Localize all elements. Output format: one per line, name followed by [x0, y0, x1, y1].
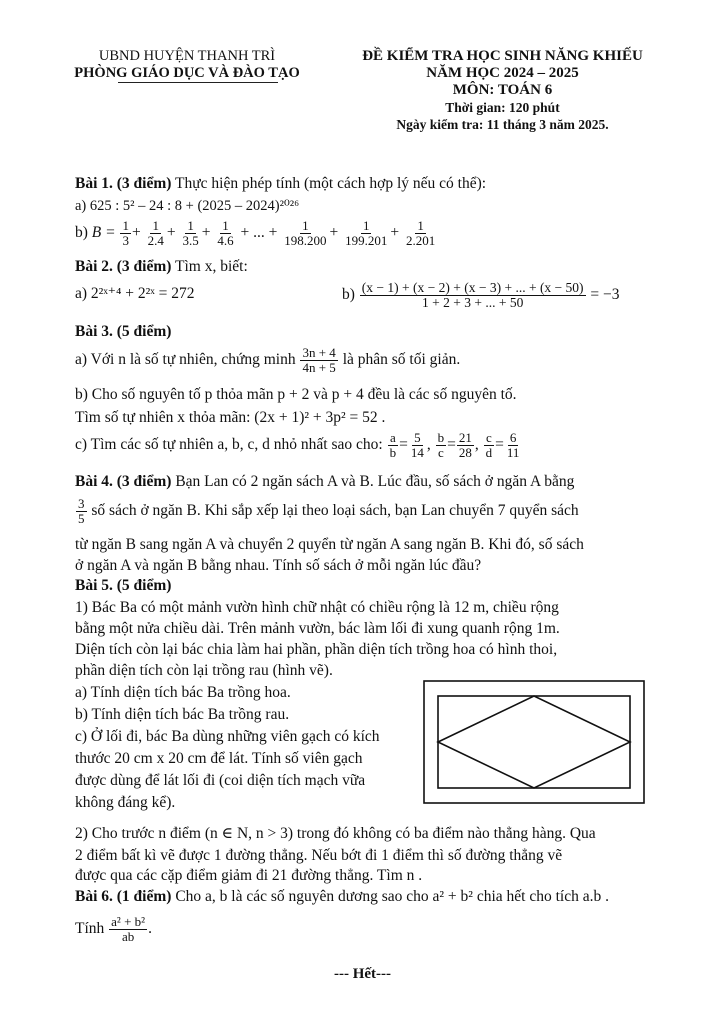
bai4-line3: từ ngăn B sang ngăn A và chuyển 2 quyển từ ngăn A sang ngăn B. Khi đó, số sách [75, 536, 584, 553]
bai3-c-frac-4: $\frac{21}{28}$ [458, 429, 472, 460]
header-left [62, 48, 312, 82]
garden-outer-rect [424, 681, 644, 803]
bai1-dots: + ... + [240, 224, 278, 241]
bai3-c-text: c) Tìm các số tự nhiên a, b, c, d nhỏ nhất sao cho: [75, 436, 383, 453]
bai4-text2: số sách ở ngăn B. Khi sắp xếp lại theo loại sách, bạn Lan chuyển 7 quyển sách [91, 502, 579, 519]
bai6-tinh: Tính [75, 920, 105, 937]
bai5-b: b) Tính diện tích bác Ba trồng rau. [75, 706, 290, 723]
bai1-b-label: b) [75, 224, 88, 241]
bai1-text: Thực hiện phép tính (một cách hợp lý nếu có thể): [171, 175, 487, 192]
bai1-frac-6: $\frac{1}{199.201}$ [345, 217, 388, 248]
bai1-frac-1: $\frac{1}{3}$ [122, 217, 129, 248]
bai1-a [75, 196, 299, 216]
bai5-c1: c) Ở lối đi, bác Ba dùng những viên gạch có kích [75, 728, 380, 745]
bai3-c-frac-2: $\frac{5}{14}$ [410, 429, 424, 460]
bai5-p1-line4: phần diện tích còn lại trồng rau (hình vẽ). [75, 662, 333, 679]
bai2-b-label: b) [342, 286, 355, 303]
bai2-a-expr: 2²ˣ⁺⁴ + 2²ˣ = 272 [90, 285, 195, 302]
garden-inner-rect [438, 696, 630, 788]
bai5-p2-line1: 2) Cho trước n điểm (n ∈ N, n > 3) trong đó không có ba điểm nào thẳng hàng. Qua [75, 825, 596, 842]
bai4-text1: Bạn Lan có 2 ngăn sách A và B. Lúc đầu, số sách ở ngăn A bằng [171, 473, 575, 490]
bai2-b-frac: $\frac{(x - 1) + (x - 2) + (x - 3) + ... + (x - 50)}{1 + 2 + 3 + ... + 50}$ [361, 279, 584, 310]
bai6-text1: Cho a, b là các số nguyên dương sao cho a² + b² chia hết cho tích a.b . [171, 888, 609, 905]
bai3-a-frac: $\frac{3n + 4}{4n + 5}$ [302, 344, 336, 375]
bai2-a-label: a) [75, 285, 88, 302]
bai2-b [342, 280, 620, 310]
bai3-b1: b) Cho số nguyên tố p thỏa mãn p + 2 và p + 4 đều là các số nguyên tố. [75, 386, 517, 403]
bai6-frac: $\frac{\text{a² + b²}}{ab}$ [111, 913, 146, 944]
bai3-c-frac-5: $\frac{c}{d}$ [485, 429, 493, 460]
bai5-c2: thước 20 cm x 20 cm để lát. Tính số viên gạch [75, 750, 363, 767]
school-year: NĂM HỌC 2024 – 2025 [426, 65, 579, 81]
bai6-line2 [75, 912, 152, 946]
exam-date: Ngày kiểm tra: 11 tháng 3 năm 2025. [396, 117, 609, 132]
bai1-frac-7: $\frac{1}{2.201}$ [405, 217, 436, 248]
bai4-title: Bài 4. (3 điểm) [75, 473, 172, 490]
garden-diagram [423, 680, 645, 804]
bai1-frac-2: $\frac{1}{2.4}$ [147, 217, 164, 248]
bai1-a-expr: 625 : 5² – 24 : 8 + (2025 – 2024)²⁰²⁶ [89, 198, 300, 214]
bai1-frac-4: $\frac{1}{4.6}$ [217, 217, 234, 248]
bai3-c: c) Tìm các số tự nhiên a, b, c, d nhỏ nhất sao cho: $\frac{a}{b}$ = $\frac{5}{14}$ , $\frac{b}{c}$ = $\frac{21}{28}$ , $\frac{c}{d}$ = $\frac{6}{11}$ [75, 429, 520, 460]
bai3-a-tail: là phân số tối giản. [342, 351, 461, 368]
bai4-line4: ở ngăn A và ngăn B bằng nhau. Tính số sách ở mỗi ngăn lúc đầu? [75, 557, 482, 574]
bai5-p1-line2: bằng một nửa chiều dài. Trên mảnh vườn, bác làm lối đi xung quanh rộng 1m. [75, 620, 560, 637]
bai3-c-frac-1: $\frac{a}{b}$ [389, 429, 397, 460]
bai6-title: Bài 6. (1 điểm) [75, 888, 172, 905]
bai5-p1-line3: Diện tích còn lại bác chia làm hai phần, phần diện tích trồng hoa có hình thoi, [75, 641, 558, 658]
duration: Thời gian: 120 phút [445, 100, 560, 115]
bai1-title: Bài 1. (3 điểm) [75, 175, 172, 192]
bai3-title: Bài 3. (5 điểm) [75, 323, 172, 340]
bai1-heading [75, 174, 486, 194]
bai3-c-frac-6: $\frac{6}{11}$ [506, 429, 520, 460]
bai2-title: Bài 2. (3 điểm) [75, 258, 172, 275]
header-right [330, 48, 675, 133]
bai2-a [75, 284, 195, 304]
bai3-a-text: a) Với n là số tự nhiên, chứng minh [75, 351, 296, 368]
bai3-b2: Tìm số tự nhiên x thỏa mãn: (2x + 1)² + 3p² = 52 . [75, 409, 386, 426]
bai3-heading [75, 322, 171, 342]
flower-rhombus [438, 696, 630, 788]
bai2-heading [75, 257, 248, 277]
bai3-a [75, 345, 460, 375]
bai4-frac: $\frac{3}{5}$ [78, 495, 85, 526]
bai1-frac-5: $\frac{1}{198.200}$ [284, 217, 327, 248]
district-name: UBND HUYỆN THANH TRÌ [98, 48, 276, 64]
bai5-title: Bài 5. (5 điểm) [75, 577, 172, 594]
bai5-c3: được dùng để lát lối đi (coi diện tích mạch vữa [75, 772, 366, 789]
bai1-frac-3: $\frac{1}{3.5}$ [182, 217, 199, 248]
bai1-a-label: a) [75, 198, 87, 214]
bai4-line2 [75, 494, 579, 528]
end-marker: --- Hết--- [333, 966, 392, 982]
bai5-p2-line3: được qua các cặp điểm giảm đi 21 đường thẳng. Tìm n . [75, 867, 423, 884]
bai5-c4: không đáng kể). [75, 794, 176, 811]
exam-title: ĐỀ KIỂM TRA HỌC SINH NĂNG KHIẾU [362, 48, 643, 64]
department-name: PHÒNG GIÁO DỤC VÀ ĐÀO TẠO [74, 65, 300, 81]
bai2-text: Tìm x, biết: [171, 258, 248, 275]
bai5-p1-line1: 1) Bác Ba có một mảnh vườn hình chữ nhật có chiều rộng là 12 m, chiều rộng [75, 599, 559, 616]
bai6-line1 [75, 887, 609, 907]
bai1-b: b) B = $\frac{1}{3}$ + $\frac{1}{2.4}$ + $\frac{1}{3.5}$ + $\frac{1}{4.6}$ + ... + $\frac{1}{198.200}$ + $\frac{1}{199.201}$ + $\frac{1}{2.201}$ [75, 217, 436, 248]
bai6-tail: . [148, 920, 152, 937]
header-underline [118, 82, 278, 83]
bai5-p2-line2: 2 điểm bất kì vẽ được 1 đường thẳng. Nếu bớt đi 1 điểm thì số đường thẳng vẽ [75, 847, 563, 864]
bai3-c-frac-3: $\frac{b}{c}$ [437, 429, 445, 460]
subject: MÔN: TOÁN 6 [452, 82, 553, 98]
bai5-a: a) Tính diện tích bác Ba trồng hoa. [75, 684, 291, 701]
bai4-line1 [75, 472, 574, 492]
bai2-b-rhs: = −3 [590, 286, 620, 303]
bai1-b-lhs: B = [91, 224, 116, 241]
bai5-heading [75, 576, 171, 596]
